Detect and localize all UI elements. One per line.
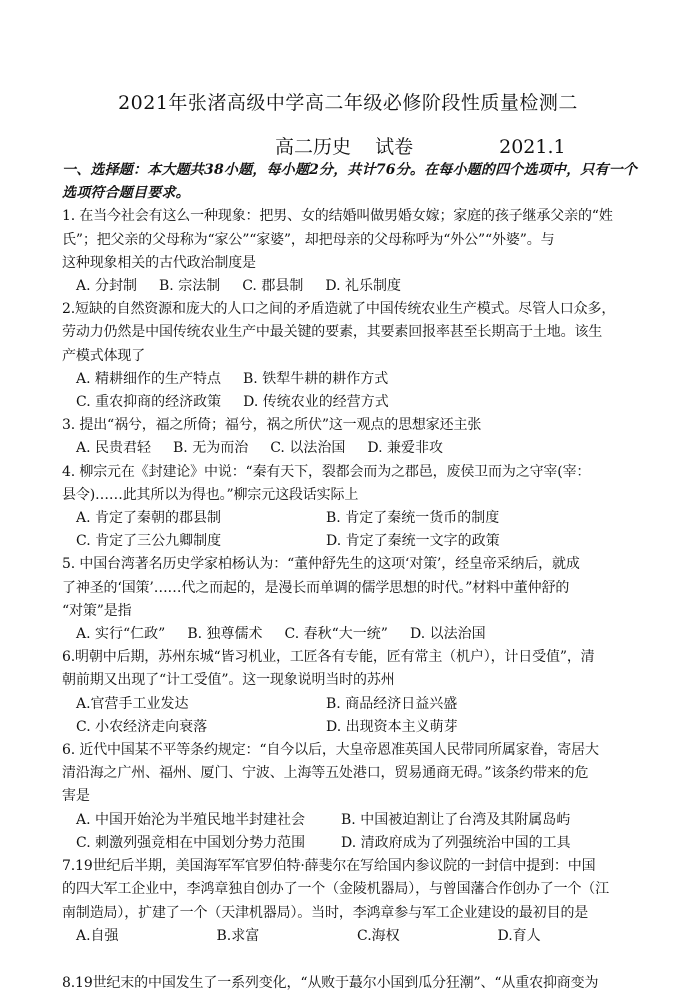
option-b: B. 中国被迫割让了台湾及其附属岛屿 <box>341 811 571 828</box>
question-8 <box>62 972 638 995</box>
option-b: B. 独尊儒术 <box>187 626 263 643</box>
option-a: A.自强 <box>76 927 119 944</box>
question-line: 了神圣的‘国策’……代之而起的，是漫长而单调的儒学思想的时代。”材料中董仲舒的 <box>62 579 570 596</box>
option-b: B. 宗法制 <box>159 278 221 295</box>
exam-date: 2021.1 <box>499 136 566 158</box>
question-line: 劳动力仍然是中国传统农业生产中最关键的要素，其要素回报率甚至长期高于土地。该生 <box>62 324 603 341</box>
option-c: C. 刺激列强竞相在中国划分势力范围 <box>76 834 306 851</box>
question-6a <box>62 646 638 739</box>
options-row <box>62 716 638 739</box>
page-title: 2021年张渚高级中学高二年级必修阶段性质量检测二 <box>118 92 578 114</box>
question-line: 清沿海之广州、福州、厦门、宁波、上海等五处港口，贸易通商无碍。”该条约带来的危 <box>62 765 589 782</box>
subject-label: 高二历史 <box>275 136 352 158</box>
option-c: C. 郡县制 <box>242 278 304 295</box>
question-line: 4. 柳宗元在《封建论》中说：“秦有天下，裂都会而为之郡邑，废侯卫而为之守宰(宰： <box>62 463 591 480</box>
question-6b <box>62 739 638 855</box>
option-a: A. 精耕细作的生产特点 <box>76 370 222 387</box>
option-c: C. 肯定了三公九卿制度 <box>76 533 222 550</box>
question-line: 这种现象相关的古代政治制度是 <box>62 254 256 271</box>
option-b: B. 肯定了秦统一货币的制度 <box>326 510 500 527</box>
options-row <box>62 693 638 716</box>
options-row <box>62 809 638 832</box>
options-row <box>62 437 638 460</box>
option-d: D. 肯定了秦统一文字的政策 <box>326 533 500 550</box>
option-a: A.官营手工业发达 <box>76 695 189 712</box>
question-line: 7.19世纪后半期，美国海军军官罗伯特·薛斐尔在写给国内参议院的一封信中提到：中国 <box>62 858 596 875</box>
question-line: 2.短缺的自然资源和庞大的人口之间的矛盾造就了中国传统农业生产模式。尽管人口众多， <box>62 301 616 318</box>
option-b: B.求富 <box>216 927 260 944</box>
option-c: C. 重农抑商的经济政策 <box>76 394 222 411</box>
option-d: D. 清政府成为了列强统治中国的工具 <box>341 834 571 851</box>
option-b: B. 商品经济日益兴盛 <box>326 695 458 712</box>
question-line: “对策”是指 <box>62 602 132 619</box>
option-b: B. 铁犁牛耕的耕作方式 <box>243 370 389 387</box>
question-line: 氏”；把父亲的父母称为“家公”“家婆”，却把母亲的父母称呼为“外公”“外婆”。与 <box>62 231 555 248</box>
question-line: 南制造局），扩建了一个（天津机器局）。当时，李鸿章参与军工企业建设的最初目的是 <box>62 904 589 921</box>
option-a: A. 分封制 <box>76 278 138 295</box>
option-b: B. 无为而治 <box>173 440 249 457</box>
question-1 <box>62 205 638 298</box>
option-d: D. 兼爱非攻 <box>367 440 443 457</box>
question-line: 6. 近代中国某不平等条约规定：“自今以后，大皇帝恩准英国人民带同所属家眷，寄居大 <box>62 742 599 759</box>
option-c: C. 小农经济走向衰落 <box>76 718 208 735</box>
option-a: A. 民贵君轻 <box>76 440 152 457</box>
option-a: A. 中国开始沦为半殖民地半封建社会 <box>76 811 306 828</box>
option-d: D.育人 <box>497 927 541 944</box>
option-c: C.海权 <box>357 927 400 944</box>
options-row <box>62 391 638 414</box>
question-3 <box>62 414 638 460</box>
option-c: C. 以法治国 <box>270 440 346 457</box>
question-line: 6.明朝中后期，苏州东城“皆习机业，工匠各有专能，匠有常主（机户），计日受值”，清 <box>62 649 595 666</box>
option-d: D. 礼乐制度 <box>325 278 401 295</box>
question-line: 8.19世纪末的中国发生了一系列变化，“从败于蕞尔小国到瓜分狂潮”、“从重农抑商变为 <box>62 974 599 991</box>
option-a: A. 实行“仁政” <box>76 626 166 643</box>
question-line: 朝前期又出现了“计工受值”。这一现象说明当时的苏州 <box>62 672 395 689</box>
option-a: A. 肯定了秦朝的郡县制 <box>76 510 222 527</box>
question-content <box>62 159 638 995</box>
question-line: 害是 <box>62 788 90 805</box>
question-line: 产模式体现了 <box>62 347 146 364</box>
question-5 <box>62 553 638 646</box>
option-d: D. 以法治国 <box>409 626 486 643</box>
page-subtitle <box>275 132 566 159</box>
question-line: 的四大军工企业中，李鸿章独自创办了一个（金陵机器局），与曾国藩合作创办了一个（江 <box>62 881 609 898</box>
question-7 <box>62 855 638 948</box>
question-4 <box>62 461 638 554</box>
options-row <box>62 275 638 298</box>
options-row <box>62 832 638 855</box>
question-line: 5. 中国台湾著名历史学家柏杨认为：“董仲舒先生的这项‘对策’，经皇帝采纳后，就成 <box>62 556 580 573</box>
options-row <box>62 623 638 646</box>
question-line: 县令)……此其所以为得也。”柳宗元这段话实际上 <box>62 486 359 503</box>
option-d: D. 传统农业的经营方式 <box>243 394 389 411</box>
paper-kind-label: 试卷 <box>375 136 414 158</box>
question-2 <box>62 298 638 414</box>
option-d: D. 出现资本主义萌芽 <box>326 718 458 735</box>
options-row <box>62 507 638 530</box>
question-line: 3. 提出“祸兮，福之所倚；福兮，祸之所伏”这一观点的思想家还主张 <box>62 417 482 434</box>
question-line: 1. 在当今社会有这么一种现象：把男、女的结婚叫做男婚女嫁；家庭的孩子继承父亲的“姓 <box>62 208 613 225</box>
options-row <box>62 925 638 948</box>
options-row <box>62 368 638 391</box>
spacer <box>62 948 638 972</box>
options-row <box>62 530 638 553</box>
option-c: C. 春秋“大一统” <box>284 626 388 643</box>
section-heading: 一、选择题：本大题共38小题，每小题2分，共计76分。在每小题的四个选项中，只有一个选项符合题目要求。 <box>62 162 638 202</box>
